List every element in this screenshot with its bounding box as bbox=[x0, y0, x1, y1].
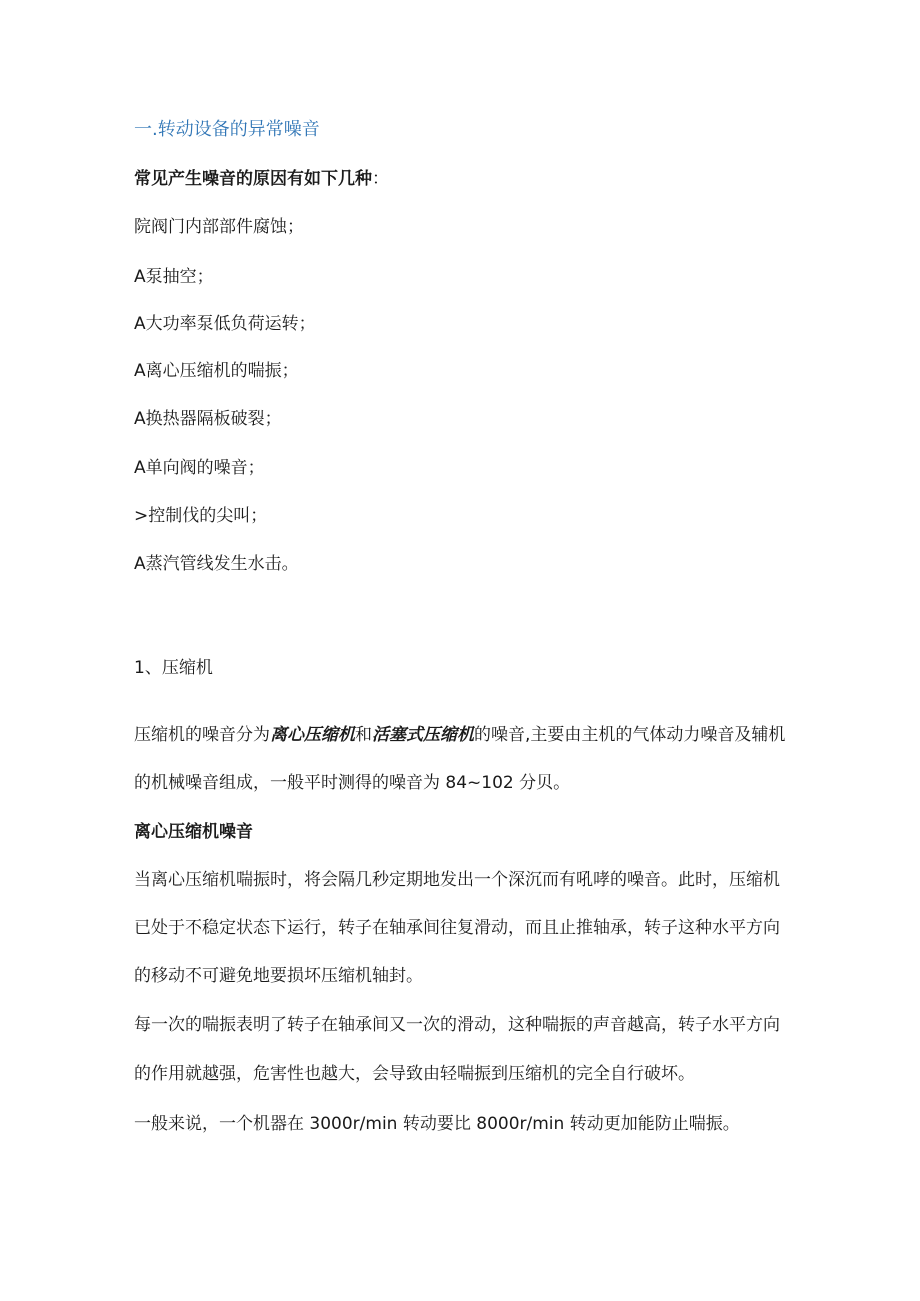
intro-line bbox=[134, 168, 389, 190]
cause-item: 院阀门内部部件腐蚀； bbox=[134, 217, 304, 237]
compressor-paragraph-line-1 bbox=[134, 724, 785, 746]
emphasis-piston: 活塞式压缩机 bbox=[372, 725, 474, 745]
surge-paragraph-line: 当离心压缩机喘振时，将会隔几秒定期地发出一个深沉而有吼哮的噪音。此时，压缩机 bbox=[134, 870, 780, 890]
cause-item: A蒸汽管线发生水击。 bbox=[134, 554, 299, 574]
cause-item: A大功率泵低负荷运转； bbox=[134, 314, 316, 334]
intro-suffix: ： bbox=[372, 169, 389, 189]
text-run: 的噪音,主要由主机的气体动力噪音及辅机 bbox=[474, 725, 786, 745]
intro-bold-text: 常见产生噪音的原因有如下几种 bbox=[134, 169, 372, 189]
compressor-paragraph-line-2: 的机械噪音组成，一般平时测得的噪音为 84~102 分贝。 bbox=[134, 773, 571, 793]
cause-item: A泵抽空； bbox=[134, 267, 214, 287]
cause-item: A换热器隔板破裂； bbox=[134, 409, 282, 429]
text-run: 压缩机的噪音分为 bbox=[134, 725, 270, 745]
centrifugal-heading: 离心压缩机噪音 bbox=[134, 822, 253, 842]
cause-item: A离心压缩机的喘振； bbox=[134, 361, 299, 381]
surge-paragraph-line: 的移动不可避免地要损坏压缩机轴封。 bbox=[134, 966, 423, 986]
cause-item: >控制伐的尖叫； bbox=[134, 506, 268, 526]
each-surge-paragraph-line: 的作用就越强，危害性也越大，会导致由轻喘振到压缩机的完全自行破坏。 bbox=[134, 1064, 695, 1084]
subsection-title: 1、压缩机 bbox=[134, 658, 213, 678]
text-run: 和 bbox=[355, 725, 372, 745]
cause-item: A单向阀的噪音； bbox=[134, 458, 265, 478]
emphasis-centrifugal: 离心压缩机 bbox=[270, 725, 355, 745]
speed-paragraph: 一般来说，一个机器在 3000r/min 转动要比 8000r/min 转动更加能防止喘振。 bbox=[134, 1114, 740, 1134]
section-title: 一.转动设备的异常噪音 bbox=[134, 119, 320, 140]
each-surge-paragraph-line: 每一次的喘振表明了转子在轴承间又一次的滑动，这种喘振的声音越高，转子水平方向 bbox=[134, 1015, 780, 1035]
surge-paragraph-line: 已处于不稳定状态下运行，转子在轴承间往复滑动，而且止推轴承，转子这种水平方向 bbox=[134, 918, 780, 938]
